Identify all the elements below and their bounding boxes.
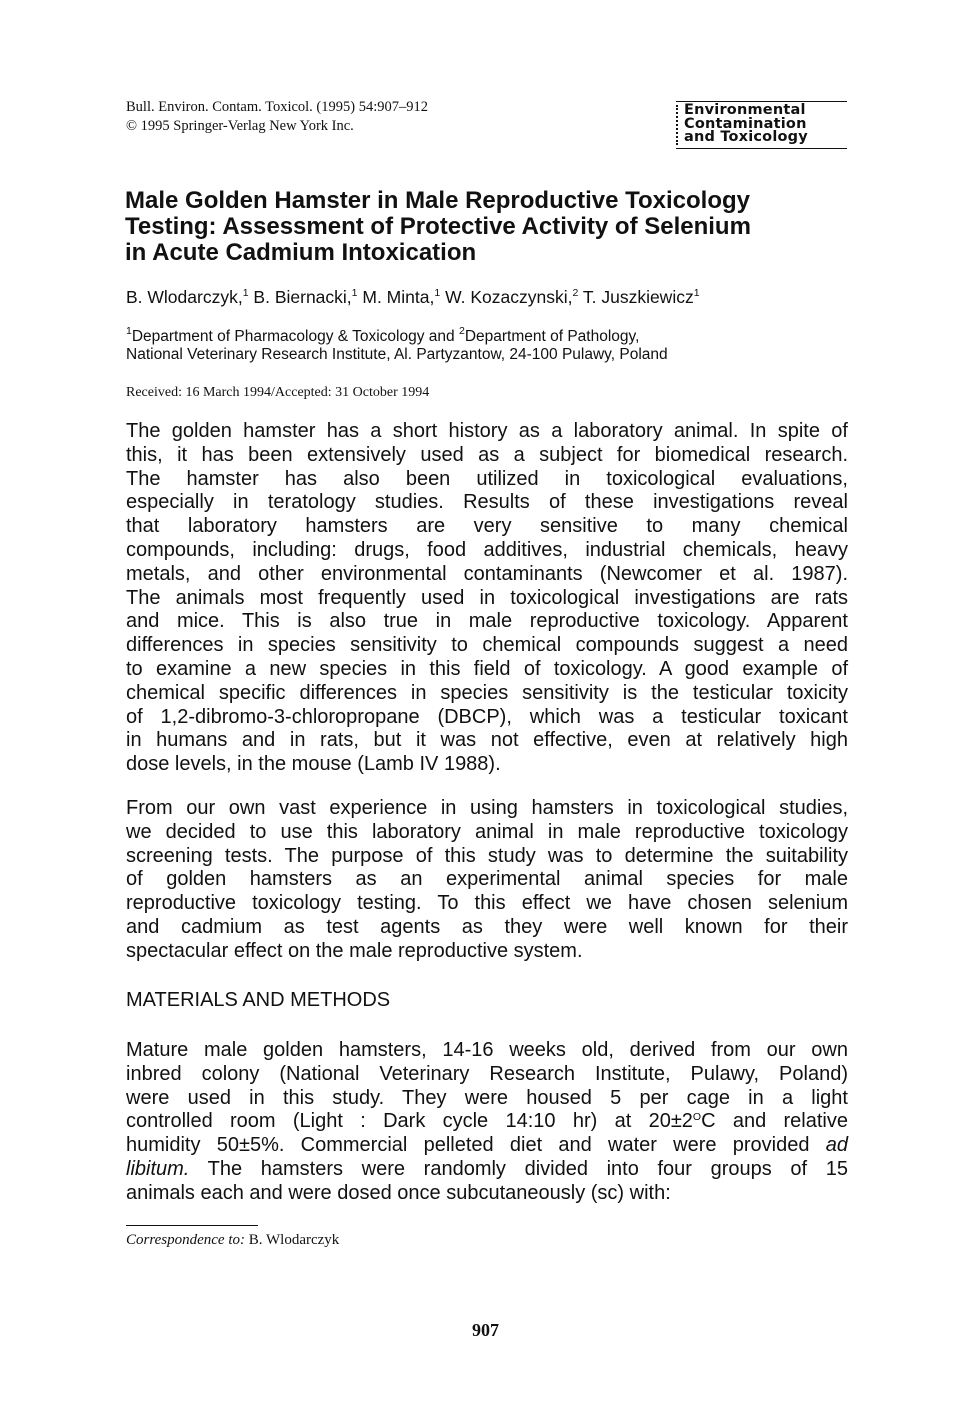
title-line: Testing: Assessment of Protective Activity of Selenium (125, 213, 751, 240)
author-affiliation-mark: 2 (572, 287, 579, 299)
text-run: humidity 50±5%. Commercial pelleted diet and water were provided (126, 1134, 826, 1157)
citation-line: Bull. Environ. Contam. Toxicol. (1995) 54:907–912 (126, 99, 428, 115)
author-name: M. Minta, (362, 287, 435, 307)
author-affiliation-mark: 1 (351, 287, 358, 299)
body-paragraph (126, 1039, 848, 1206)
text-line (126, 1134, 848, 1158)
text-run: C and relative (701, 1110, 848, 1133)
author-affiliation-mark: 1 (242, 287, 249, 299)
author-list (126, 287, 700, 308)
correspondence-footnote (126, 1232, 339, 1249)
text-line: that laboratory hamsters are very sensitive to many chemical (126, 515, 848, 538)
text-line: especially in teratology studies. Results of these investigations reveal (126, 491, 848, 514)
received-dates: Received: 16 March 1994/Accepted: 31 October 1994 (126, 385, 430, 400)
text-line: The hamster has also been utilized in toxicological evaluations, (126, 467, 848, 490)
logo-side-mark (676, 105, 681, 145)
affiliation-mark: 2 (458, 325, 465, 337)
text-line: reproductive toxicology testing. To this effect we have chosen selenium (126, 892, 848, 915)
text-line: were used in this study. They were housed 5 per cage in a light (126, 1086, 848, 1109)
text-line: compounds, including: drugs, food additives, industrial chemicals, heavy (126, 538, 848, 561)
footnote-rule (126, 1225, 258, 1226)
affiliation-text: Department of Pathology, (464, 328, 640, 345)
text-line: From our own vast experience in using hamsters in toxicological studies, (126, 797, 848, 819)
italic-run: libitum. (126, 1157, 190, 1180)
paper-title (125, 188, 845, 266)
text-line: differences in species sensitivity to chemical compounds suggest a need (126, 634, 848, 657)
text-line: in humans and in rats, but it was not effective, even at relatively high (126, 729, 848, 752)
text-line: The animals most frequently used in toxicological investigations are rats (126, 586, 848, 609)
text-line: screening tests. The purpose of this study was to determine the suitability (126, 844, 848, 867)
logo-line-toxicology: and Toxicology (684, 129, 808, 145)
text-line: dose levels, in the mouse (Lamb IV 1988). (126, 753, 501, 776)
text-line: inbred colony (National Veterinary Research Institute, Pulawy, Poland) (126, 1062, 848, 1085)
affiliation-text: Department of Pharmacology & Toxicology and (131, 328, 459, 345)
section-heading: MATERIALS AND METHODS (126, 989, 391, 1011)
text-line: and cadmium as test agents as they were well known for their (126, 915, 848, 938)
logo-bottom-rule (676, 148, 847, 149)
affiliation-mark: 1 (126, 325, 132, 337)
body-paragraph (126, 420, 848, 777)
text-line: Mature male golden hamsters, 14-16 weeks old, derived from our own (126, 1039, 848, 1061)
text-line: spectacular effect on the male reproductive system. (126, 939, 583, 962)
text-line: this, it has been extensively used as a subject for biomedical research. (126, 443, 848, 466)
author-affiliation-mark: 1 (693, 287, 700, 299)
footnote-name: B. Wlodarczyk (245, 1232, 340, 1248)
body-paragraph (126, 797, 848, 964)
author-name: W. Kozaczynski, (445, 287, 573, 307)
copyright-line: © 1995 Springer-Verlag New York Inc. (126, 118, 354, 134)
affiliations (126, 325, 668, 364)
journal-citation (126, 98, 428, 136)
text-line (126, 1110, 848, 1134)
author-name: T. Juszkiewicz (582, 287, 694, 307)
author-name: B. Wlodarczyk, (126, 287, 243, 307)
text-line: The golden hamster has a short history as a laboratory animal. In spite of (126, 420, 848, 442)
text-line: of 1,2-dibromo-3-chloropropane (DBCP), which was a testicular toxicant (126, 705, 848, 728)
footnote-label: Correspondence to: (126, 1232, 246, 1248)
text-line: animals each and were dosed once subcutaneously (sc) with: (126, 1181, 671, 1204)
logo-line-contamination: Contamination (684, 115, 807, 132)
text-line: metals, and other environmental contaminants (Newcomer et al. 1987). (126, 562, 848, 585)
affiliation-line (126, 325, 668, 346)
logo-line-environmental: Environmental (684, 102, 806, 118)
text-run: The hamsters were randomly divided into four groups of 15 (189, 1157, 848, 1180)
journal-logo (676, 101, 847, 149)
title-line: Male Golden Hamster in Male Reproductive Toxicology (125, 187, 751, 214)
text-line: chemical specific differences in species sensitivity is the testicular toxicity (126, 681, 848, 704)
italic-run: ad (825, 1134, 848, 1157)
title-line: in Acute Cadmium Intoxication (125, 239, 477, 266)
text-line (126, 1158, 848, 1182)
page-number: 907 (472, 1320, 499, 1340)
author-name: B. Biernacki, (253, 287, 352, 307)
text-line: to examine a new species in this field of toxicology. A good example of (126, 657, 848, 680)
author-affiliation-mark: 1 (434, 287, 441, 299)
text-line: of golden hamsters as an experimental animal species for male (126, 868, 848, 891)
degree-mark: O (692, 1111, 702, 1124)
affiliation-line: National Veterinary Research Institute, Al. Partyzantow, 24-100 Pulawy, Poland (126, 346, 668, 363)
text-line: we decided to use this laboratory animal in male reproductive toxicology (126, 820, 848, 843)
text-line: and mice. This is also true in male reproductive toxicology. Apparent (126, 610, 848, 633)
text-run: controlled room (Light : Dark cycle 14:10 hr) at 20±2 (126, 1110, 693, 1133)
